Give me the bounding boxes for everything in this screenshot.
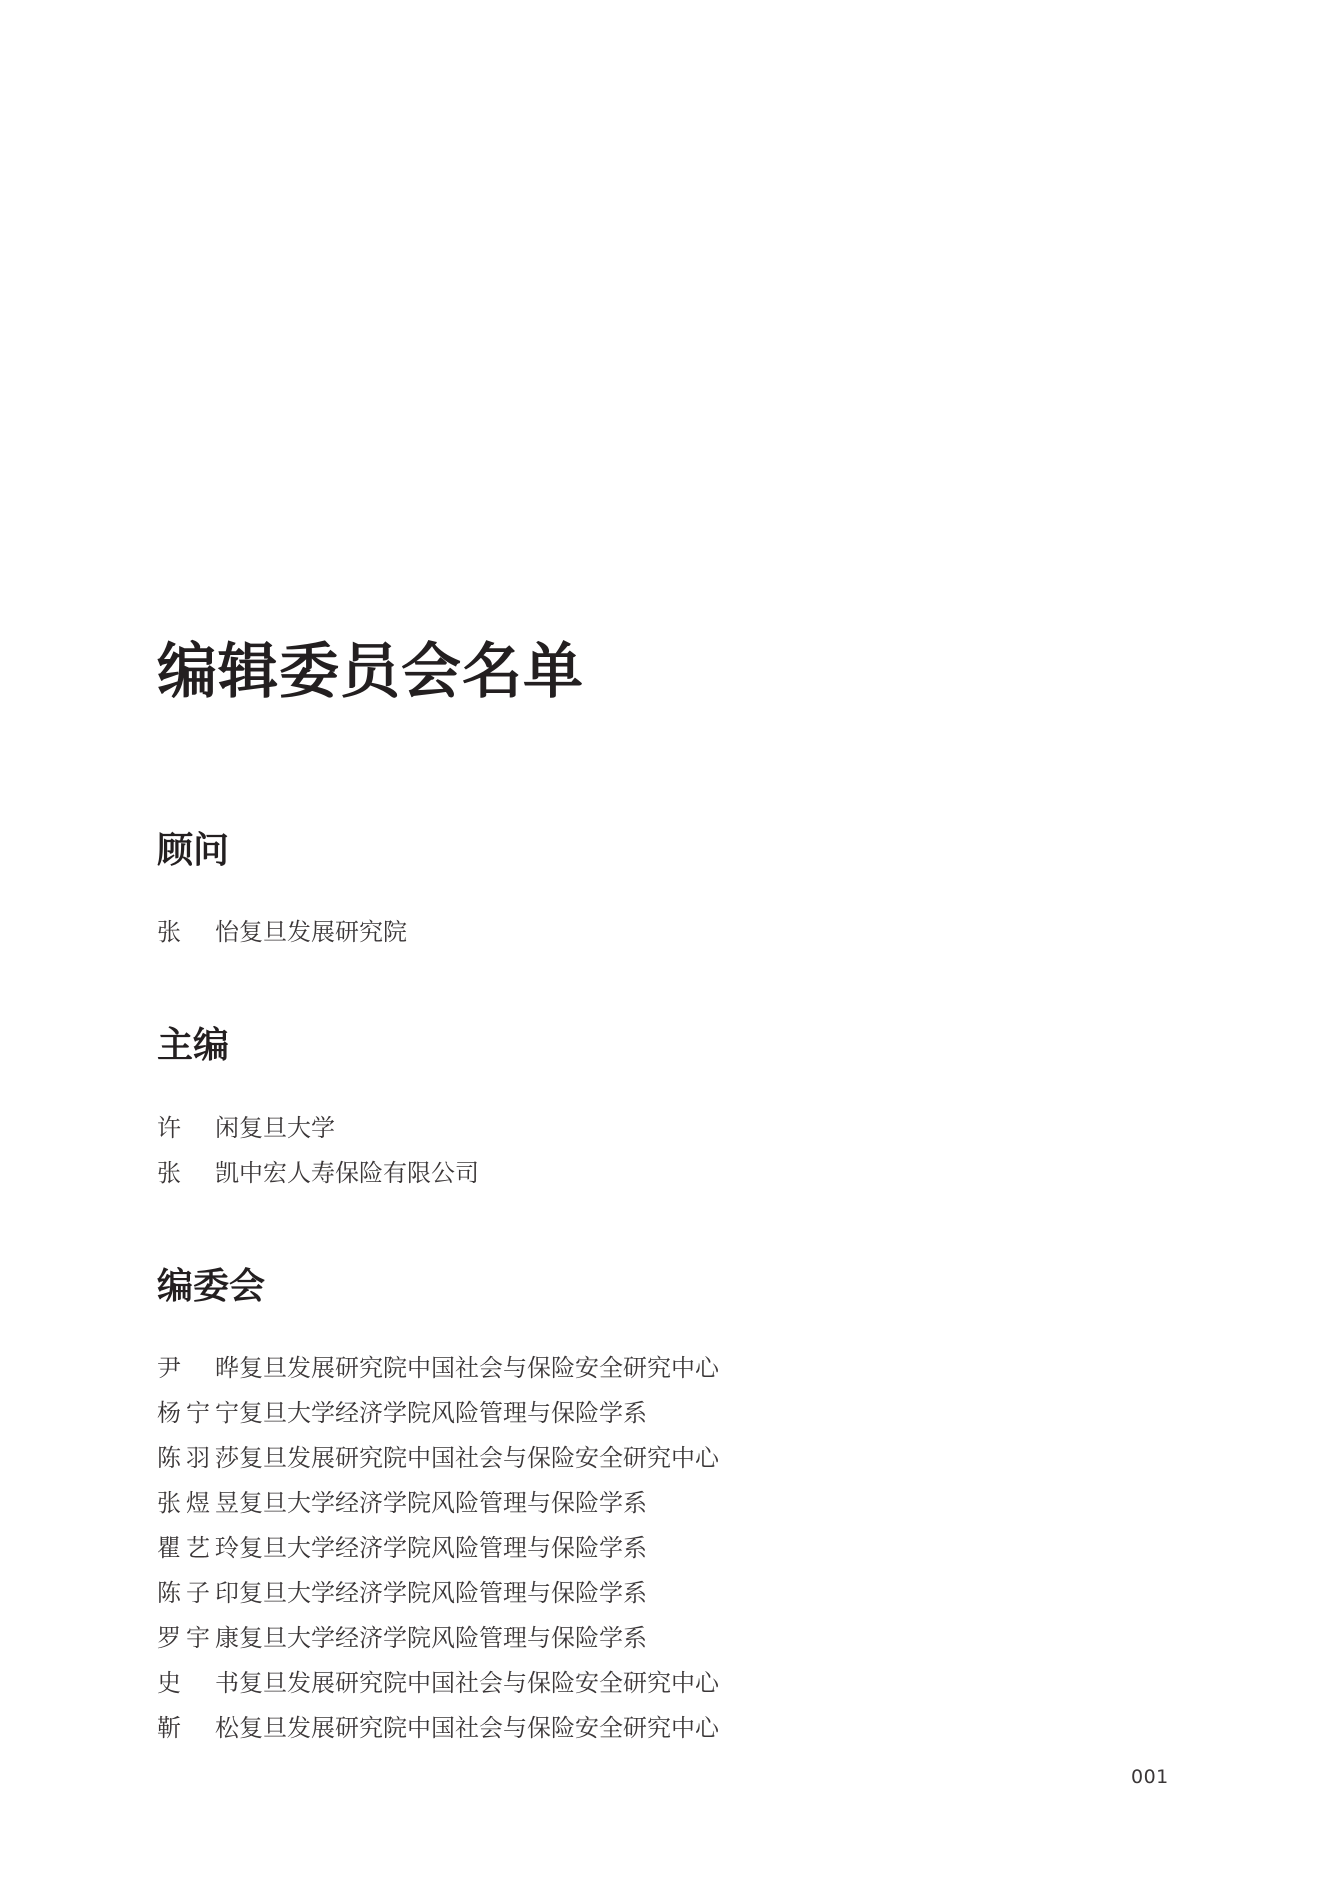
- list-item: [157, 1526, 719, 1571]
- advisor-list: [157, 910, 407, 955]
- member-organization: 中宏人寿保险有限公司: [239, 1159, 479, 1187]
- member-name: 张 凯: [157, 1159, 239, 1187]
- page-title: 编辑委员会名单: [157, 637, 584, 707]
- member-name: 杨宁宁: [157, 1399, 239, 1427]
- member-name: 陈子印: [157, 1579, 239, 1607]
- member-name: 史 书: [157, 1669, 239, 1697]
- section-heading-chief-editor: 主编: [157, 1025, 230, 1066]
- list-item: [157, 910, 407, 955]
- member-organization: 复旦大学经济学院风险管理与保险学系: [239, 1489, 647, 1517]
- member-organization: 复旦发展研究院中国社会与保险安全研究中心: [239, 1714, 719, 1742]
- member-name: 尹 晔: [157, 1354, 239, 1382]
- member-name: 靳 松: [157, 1714, 239, 1742]
- member-name: 张 怡: [157, 918, 239, 946]
- list-item: [157, 1481, 719, 1526]
- section-heading-advisor: 顾问: [157, 830, 230, 871]
- page-number: 001: [1131, 1766, 1169, 1788]
- list-item: [157, 1346, 719, 1391]
- member-name: 罗宇康: [157, 1624, 239, 1652]
- member-name: 瞿艺玲: [157, 1534, 239, 1562]
- member-name: 张煜昱: [157, 1489, 239, 1517]
- list-item: [157, 1571, 719, 1616]
- member-organization: 复旦大学: [239, 1114, 335, 1142]
- chief-editor-list: [157, 1106, 479, 1196]
- list-item: [157, 1106, 479, 1151]
- member-organization: 复旦大学经济学院风险管理与保险学系: [239, 1399, 647, 1427]
- list-item: [157, 1436, 719, 1481]
- list-item: [157, 1391, 719, 1436]
- list-item: [157, 1661, 719, 1706]
- list-item: [157, 1706, 719, 1751]
- list-item: [157, 1151, 479, 1196]
- member-name: 许 闲: [157, 1114, 239, 1142]
- member-organization: 复旦大学经济学院风险管理与保险学系: [239, 1624, 647, 1652]
- member-organization: 复旦发展研究院中国社会与保险安全研究中心: [239, 1669, 719, 1697]
- member-name: 陈羽莎: [157, 1444, 239, 1472]
- list-item: [157, 1616, 719, 1661]
- member-organization: 复旦发展研究院中国社会与保险安全研究中心: [239, 1444, 719, 1472]
- member-organization: 复旦发展研究院: [239, 918, 407, 946]
- section-heading-editorial-board: 编委会: [157, 1266, 266, 1307]
- member-organization: 复旦大学经济学院风险管理与保险学系: [239, 1579, 647, 1607]
- member-organization: 复旦大学经济学院风险管理与保险学系: [239, 1534, 647, 1562]
- editorial-board-list: [157, 1346, 719, 1751]
- member-organization: 复旦发展研究院中国社会与保险安全研究中心: [239, 1354, 719, 1382]
